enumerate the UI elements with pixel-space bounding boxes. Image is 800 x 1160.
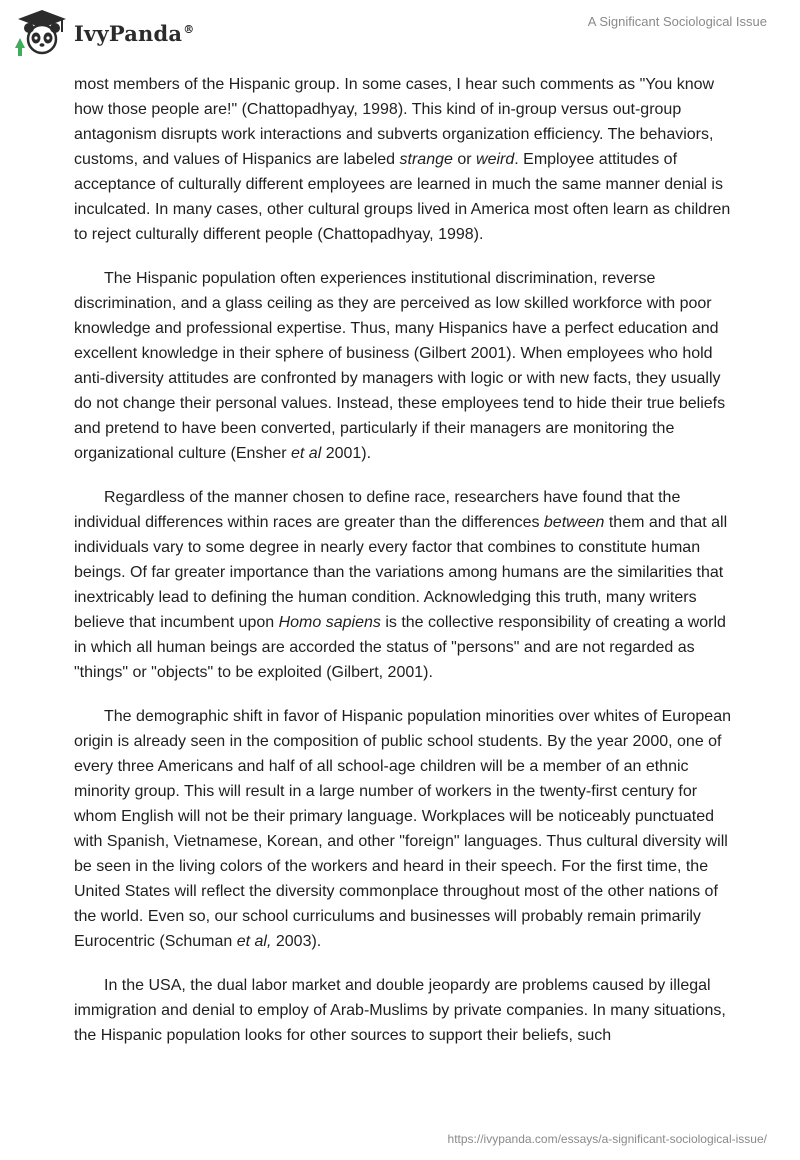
- italic-run: et al,: [236, 933, 272, 950]
- essay-paragraph: [74, 485, 734, 685]
- italic-run: et al: [291, 445, 322, 462]
- italic-run: strange: [399, 151, 453, 168]
- ivypanda-logo[interactable]: [14, 8, 194, 58]
- document-title: A Significant Sociological Issue: [587, 14, 767, 29]
- text-run: most members of the Hispanic group. In some cases, I hear such comments as "You know how those people are!" (Chattopadhyay, 1998). This kind of in-group versus out-group antagonism disrupts work interactions and subverts organization efficiency. The behaviors, customs, and values of Hispanics are labeled: [74, 76, 715, 168]
- italic-run: Homo sapiens: [278, 614, 381, 631]
- page-header: [0, 0, 800, 70]
- text-run: or: [452, 151, 477, 168]
- brand-name: IvyPanda®: [74, 20, 195, 46]
- text-run: 2003).: [271, 933, 322, 950]
- panda-graduate-icon: [14, 8, 70, 58]
- source-url[interactable]: https://ivypanda.com/essays/a-significant-sociological-issue/: [447, 1132, 767, 1146]
- essay-paragraph: [74, 266, 734, 466]
- text-run: The Hispanic population often experiences institutional discrimination, reverse discrimination, and a glass ceiling as they are perceived as low skilled workforce with poor knowledge and professional expertise. Thus, many Hispanics have a perfect education and excellent knowledge in their sphere of business (Gilbert 2001). When employees who hold anti-diversity attitudes are confronted by managers with logic or with new facts, they usually do not change their personal values. Instead, these employees tend to hide their true beliefs and pretend to have been converted, particularly if their managers are monitoring the organizational culture (Ensher: [74, 270, 726, 462]
- text-run: 2001).: [321, 445, 372, 462]
- essay-paragraph: [74, 72, 734, 247]
- italic-run: between: [543, 514, 605, 531]
- text-run: In the USA, the dual labor market and double jeopardy are problems caused by illegal immigration and denial to employ of Arab-Muslims by private companies. In many situations, the Hispanic population looks for other sources to support their beliefs, such: [74, 977, 726, 1044]
- essay-paragraph: [74, 973, 734, 1048]
- essay-paragraph: [74, 704, 734, 954]
- text-run: is the collective responsibility of creating a world in which all human beings are accorded the status of "persons" and are not regarded as "things" or "objects" to be exploited (Gilbert, 2001).: [74, 614, 726, 681]
- text-run: Regardless of the manner chosen to define race, researchers have found that the individual differences within races are greater than the differences: [74, 489, 681, 531]
- essay-body: [74, 72, 734, 1067]
- text-run: . Employee attitudes of acceptance of culturally different employees are learned in much the same manner denial is inculcated. In many cases, other cultural groups lived in America most often learn as children to reject culturally different people (Chattopadhyay, 1998).: [74, 151, 731, 243]
- text-run: them and that all individuals vary to some degree in nearly every factor that combines to constitute human beings. Of far greater importance than the variations among humans are the similarities that inextricably lead to defining the human condition. Acknowledging this truth, many writers believe that incumbent upon: [74, 514, 728, 631]
- text-run: The demographic shift in favor of Hispanic population minorities over whites of European origin is already seen in the composition of public school students. By the year 2000, one of every three Americans and half of all school-age children will be a member of an ethnic minority group. This will result in a large number of workers in the twenty-first century for whom English will not be their primary language. Workplaces will be noticeably punctuated with Spanish, Vietnamese, Korean, and other "foreign" languages. Thus cultural diversity will be seen in the living colors of the workers and heard in their speech. For the first time, the United States will reflect the diversity commonplace throughout most of the other nations of the world. Even so, our school curriculums and businesses will probably remain primarily Eurocentric (Schuman: [74, 708, 731, 950]
- italic-run: weird: [476, 151, 515, 168]
